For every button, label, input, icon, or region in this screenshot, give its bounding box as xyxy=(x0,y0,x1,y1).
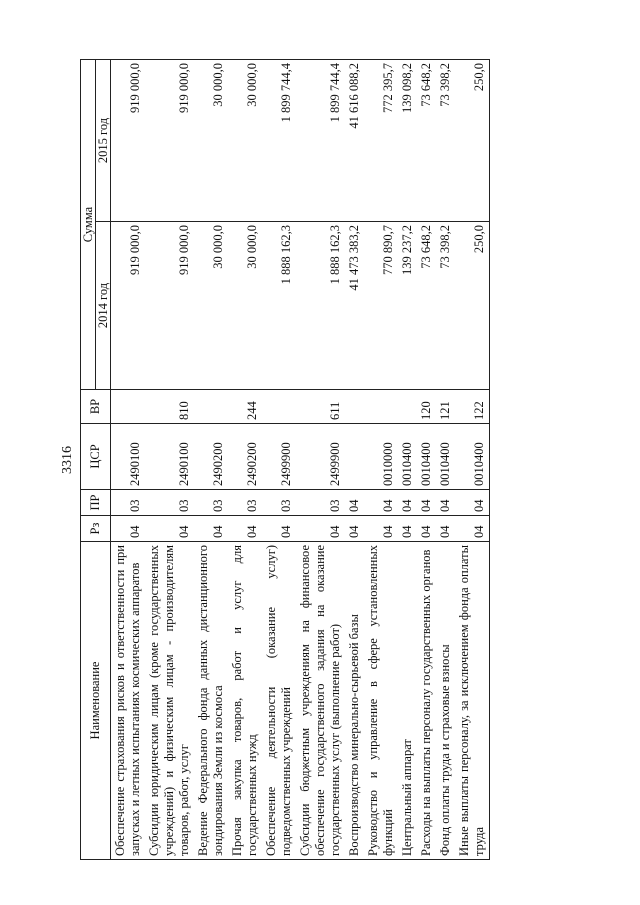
header-2015: 2015 год xyxy=(96,60,111,222)
row-rz: 04 xyxy=(111,516,146,542)
row-pr: 04 xyxy=(417,490,436,516)
header-csr: ЦСР xyxy=(81,424,111,490)
row-pr: 03 xyxy=(194,490,228,516)
row-sum-2014: 1 888 162,3 xyxy=(262,222,296,390)
header-rz: Рз xyxy=(81,516,111,542)
row-rz: 04 xyxy=(194,516,228,542)
row-sum-2014: 139 237,2 xyxy=(398,222,417,390)
row-vr: 121 xyxy=(436,390,455,424)
row-name: Иные выплаты персоналу, за исключением фонда оплаты труда xyxy=(455,542,490,860)
row-sum-2015: 73 648,2 xyxy=(417,60,436,222)
row-sum-2014: 73 398,2 xyxy=(436,222,455,390)
row-name: Фонд оплаты труда и страховые взносы xyxy=(436,542,455,860)
table-row xyxy=(455,60,490,860)
budget-table xyxy=(80,59,490,860)
row-name: Обеспечение деятельности (оказание услуг) подведомственных учреждений xyxy=(262,542,296,860)
row-csr: 2490100 xyxy=(145,424,194,490)
row-name: Прочая закупка товаров, работ и услуг для государственных нужд xyxy=(228,542,262,860)
row-rz: 04 xyxy=(296,516,345,542)
row-name: Субсидии бюджетным учреждениям на финансовое обеспечение государственного задания на оказание государственных услуг (выполнение работ) xyxy=(296,542,345,860)
row-pr: 03 xyxy=(296,490,345,516)
row-name: Расходы на выплаты персоналу государственных органов xyxy=(417,542,436,860)
row-csr: 2499900 xyxy=(262,424,296,490)
header-sum: Сумма xyxy=(81,60,96,390)
row-vr: 122 xyxy=(455,390,490,424)
row-csr: 2490100 xyxy=(111,424,146,490)
row-csr: 0010400 xyxy=(436,424,455,490)
header-2014: 2014 год xyxy=(96,222,111,390)
row-sum-2014: 1 888 162,3 xyxy=(296,222,345,390)
row-rz: 04 xyxy=(345,516,364,542)
row-sum-2015: 919 000,0 xyxy=(111,60,146,222)
row-name: Ведение Федерального фонда данных дистанционного зондирования Земли из космоса xyxy=(194,542,228,860)
row-sum-2015: 1 899 744,4 xyxy=(262,60,296,222)
row-sum-2014: 919 000,0 xyxy=(145,222,194,390)
table-row xyxy=(345,60,364,860)
row-name: Руководство и управление в сфере установленных функций xyxy=(364,542,398,860)
row-csr: 0010400 xyxy=(455,424,490,490)
row-csr: 2490200 xyxy=(228,424,262,490)
row-rz: 04 xyxy=(364,516,398,542)
row-sum-2015: 772 395,7 xyxy=(364,60,398,222)
row-vr xyxy=(194,390,228,424)
table-row xyxy=(296,60,345,860)
row-pr: 04 xyxy=(455,490,490,516)
table-row xyxy=(436,60,455,860)
row-sum-2015: 30 000,0 xyxy=(194,60,228,222)
row-vr xyxy=(398,390,417,424)
row-sum-2015: 41 616 088,2 xyxy=(345,60,364,222)
table-row xyxy=(262,60,296,860)
row-sum-2014: 41 473 383,2 xyxy=(345,222,364,390)
row-rz: 04 xyxy=(262,516,296,542)
rotated-content xyxy=(60,60,625,860)
row-csr xyxy=(345,424,364,490)
row-sum-2015: 1 899 744,4 xyxy=(296,60,345,222)
row-pr: 04 xyxy=(364,490,398,516)
row-sum-2015: 30 000,0 xyxy=(228,60,262,222)
table-row xyxy=(364,60,398,860)
header-vr: ВР xyxy=(81,390,111,424)
row-pr: 03 xyxy=(262,490,296,516)
row-name: Обеспечение страхования рисков и ответственности при запусках и летных испытаниях космических аппаратов xyxy=(111,542,146,860)
row-rz: 04 xyxy=(455,516,490,542)
row-pr: 04 xyxy=(436,490,455,516)
row-vr xyxy=(364,390,398,424)
row-sum-2014: 919 000,0 xyxy=(111,222,146,390)
row-vr xyxy=(262,390,296,424)
row-name: Центральный аппарат xyxy=(398,542,417,860)
table-row xyxy=(398,60,417,860)
row-csr: 2490200 xyxy=(194,424,228,490)
row-sum-2015: 139 098,2 xyxy=(398,60,417,222)
table-row xyxy=(417,60,436,860)
row-sum-2015: 919 000,0 xyxy=(145,60,194,222)
row-csr: 0010000 xyxy=(364,424,398,490)
table-header xyxy=(81,60,111,860)
row-rz: 04 xyxy=(398,516,417,542)
table-row xyxy=(111,60,146,860)
table-row xyxy=(194,60,228,860)
row-rz: 04 xyxy=(417,516,436,542)
row-rz: 04 xyxy=(228,516,262,542)
row-vr: 810 xyxy=(145,390,194,424)
row-vr: 244 xyxy=(228,390,262,424)
row-rz: 04 xyxy=(436,516,455,542)
row-vr xyxy=(345,390,364,424)
row-vr: 611 xyxy=(296,390,345,424)
row-vr xyxy=(111,390,146,424)
row-name: Субсидии юридическим лицам (кроме государственных учреждений) и физическим лицам - производителям товаров, работ, услуг xyxy=(145,542,194,860)
row-sum-2014: 30 000,0 xyxy=(194,222,228,390)
row-sum-2014: 250,0 xyxy=(455,222,490,390)
row-csr: 2499900 xyxy=(296,424,345,490)
table-body xyxy=(111,60,490,860)
page-number: 3316 xyxy=(60,446,75,474)
table-row xyxy=(145,60,194,860)
row-csr: 0010400 xyxy=(398,424,417,490)
table-row xyxy=(228,60,262,860)
row-name: Воспроизводство минерально-сырьевой базы xyxy=(345,542,364,860)
row-csr: 0010400 xyxy=(417,424,436,490)
header-pr: ПР xyxy=(81,490,111,516)
row-vr: 120 xyxy=(417,390,436,424)
row-sum-2015: 73 398,2 xyxy=(436,60,455,222)
row-sum-2014: 770 890,7 xyxy=(364,222,398,390)
row-pr: 03 xyxy=(228,490,262,516)
row-sum-2014: 73 648,2 xyxy=(417,222,436,390)
row-pr: 04 xyxy=(398,490,417,516)
row-sum-2014: 30 000,0 xyxy=(228,222,262,390)
header-name: Наименование xyxy=(81,542,111,860)
row-pr: 03 xyxy=(145,490,194,516)
row-rz: 04 xyxy=(145,516,194,542)
row-pr: 03 xyxy=(111,490,146,516)
row-sum-2015: 250,0 xyxy=(455,60,490,222)
row-pr: 04 xyxy=(345,490,364,516)
